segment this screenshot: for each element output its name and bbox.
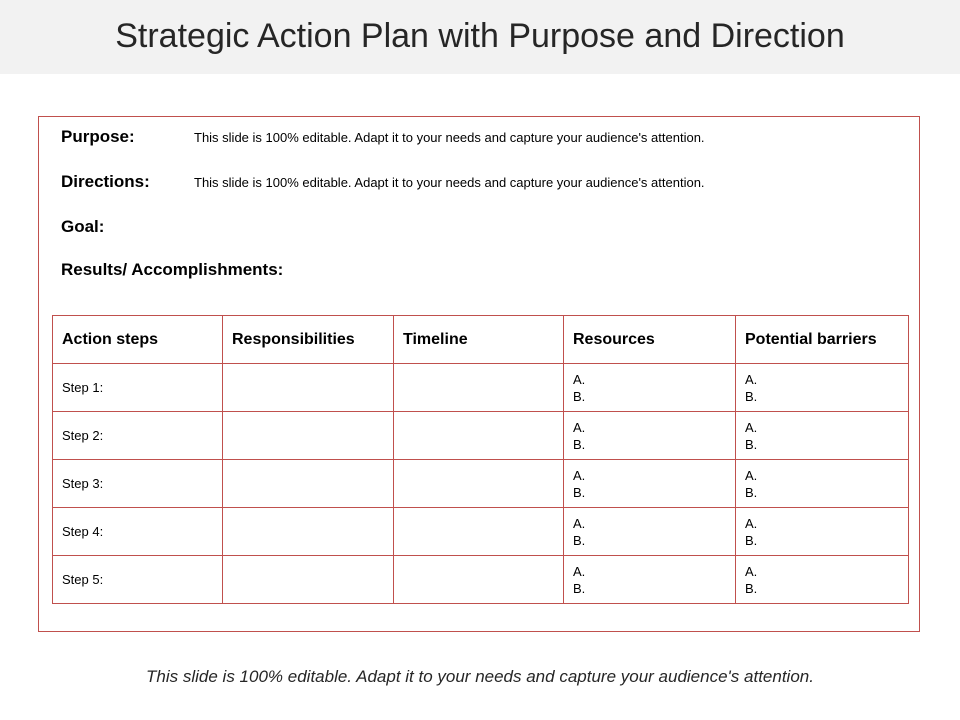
header-potential-barriers: Potential barriers (736, 316, 909, 364)
table-row (53, 508, 909, 556)
barriers-item-a: A. (745, 563, 758, 579)
barriers-item-a: A. (745, 419, 758, 435)
barriers-cell (736, 460, 909, 508)
resources-item-a: A. (573, 563, 586, 579)
barriers-item-a: A. (745, 371, 758, 387)
barriers-cell (736, 508, 909, 556)
resources-item-a: A. (573, 467, 586, 483)
responsibilities-cell (223, 508, 394, 556)
action-plan-table (52, 315, 909, 604)
step-cell: Step 4: (53, 508, 223, 556)
slide-title: Strategic Action Plan with Purpose and Direction (115, 17, 845, 55)
step-cell: Step 2: (53, 412, 223, 460)
resources-item-b: B. (573, 388, 586, 404)
barriers-cell (736, 412, 909, 460)
resources-cell (564, 460, 736, 508)
goal-label: Goal: (61, 217, 105, 236)
barriers-item-b: B. (745, 436, 758, 452)
resources-cell (564, 508, 736, 556)
resources-item-b: B. (573, 580, 586, 596)
results-label: Results/ Accomplishments: (61, 260, 284, 279)
resources-item-b: B. (573, 484, 586, 500)
resources-item-b: B. (573, 532, 586, 548)
barriers-item-b: B. (745, 580, 758, 596)
table-row (53, 412, 909, 460)
header-resources: Resources (564, 316, 736, 364)
purpose-label: Purpose: (61, 127, 135, 146)
step-cell: Step 1: (53, 364, 223, 412)
step-cell: Step 3: (53, 460, 223, 508)
barriers-item-b: B. (745, 484, 758, 500)
header-responsibilities: Responsibilities (223, 316, 394, 364)
resources-item-a: A. (573, 371, 586, 387)
timeline-cell (394, 460, 564, 508)
step-cell: Step 5: (53, 556, 223, 604)
timeline-cell (394, 364, 564, 412)
barriers-item-a: A. (745, 467, 758, 483)
barriers-cell (736, 364, 909, 412)
resources-item-b: B. (573, 436, 586, 452)
resources-cell (564, 364, 736, 412)
table-header-row (53, 316, 909, 364)
directions-value: This slide is 100% editable. Adapt it to your needs and capture your audience's attention. (194, 175, 705, 190)
table-row (53, 460, 909, 508)
barriers-cell (736, 556, 909, 604)
barriers-item-b: B. (745, 532, 758, 548)
resources-item-a: A. (573, 515, 586, 531)
table-row (53, 364, 909, 412)
timeline-cell (394, 412, 564, 460)
resources-cell (564, 412, 736, 460)
resources-cell (564, 556, 736, 604)
header-timeline: Timeline (394, 316, 564, 364)
footer-note: This slide is 100% editable. Adapt it to your needs and capture your audience's attention. (146, 667, 814, 686)
barriers-item-a: A. (745, 515, 758, 531)
table-row (53, 556, 909, 604)
purpose-value: This slide is 100% editable. Adapt it to your needs and capture your audience's attention. (194, 130, 705, 145)
responsibilities-cell (223, 412, 394, 460)
barriers-item-b: B. (745, 388, 758, 404)
header-action-steps: Action steps (53, 316, 223, 364)
responsibilities-cell (223, 460, 394, 508)
timeline-cell (394, 556, 564, 604)
directions-label: Directions: (61, 172, 150, 191)
responsibilities-cell (223, 364, 394, 412)
resources-item-a: A. (573, 419, 586, 435)
timeline-cell (394, 508, 564, 556)
responsibilities-cell (223, 556, 394, 604)
